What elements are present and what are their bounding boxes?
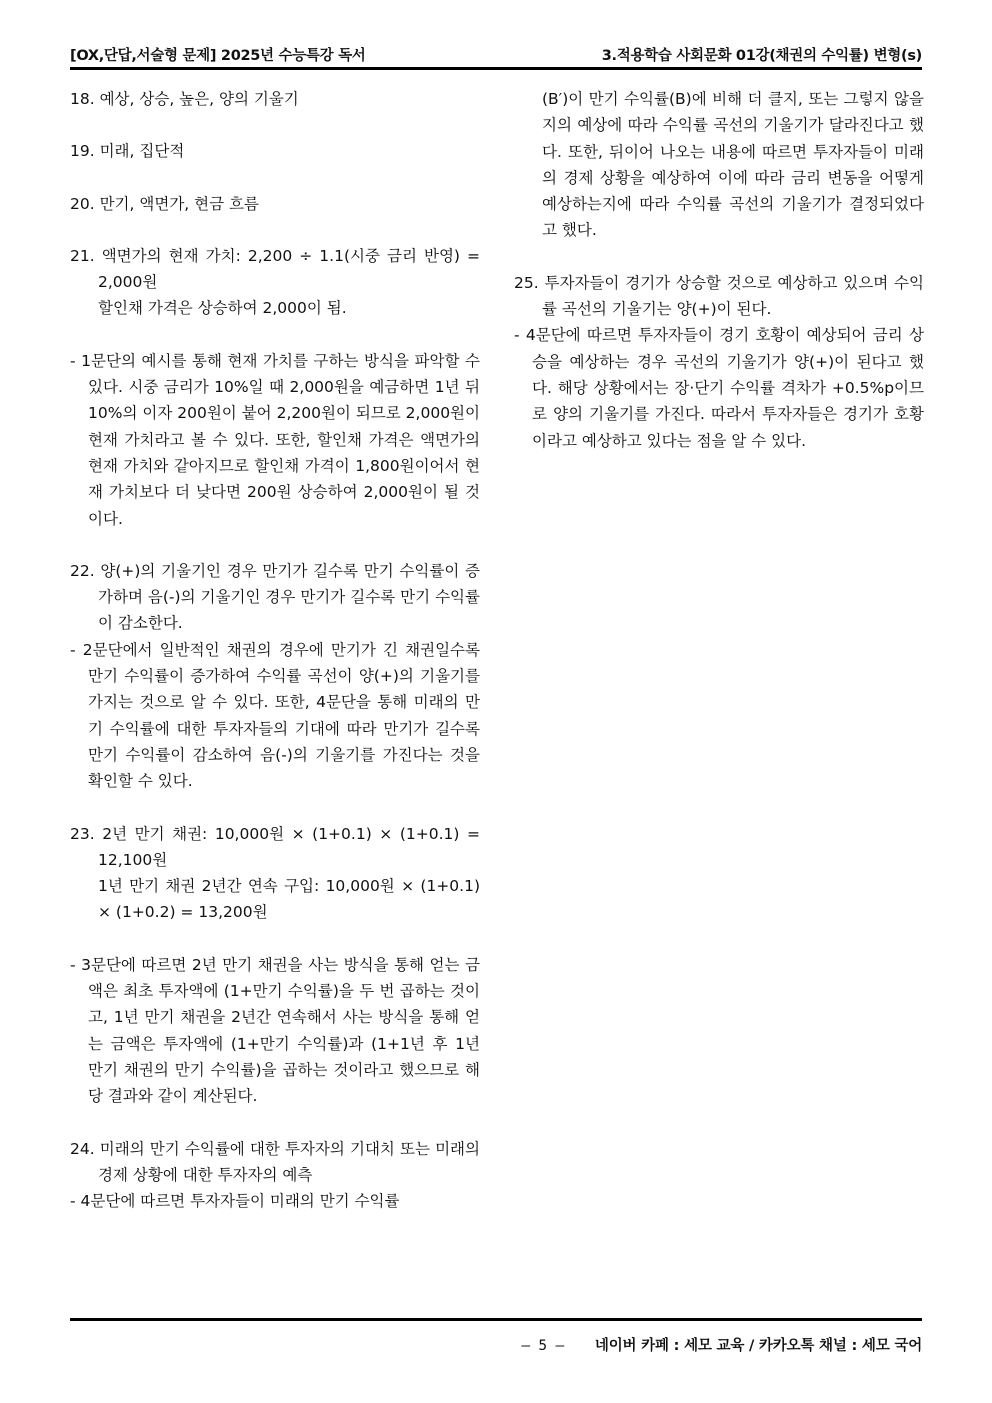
answer-23: 23. 2년 만기 채권: 10,000원 × (1+0.1) × (1+0.1) = 12,100원	[70, 824, 480, 869]
explanation-21: - 1문단의 예시를 통해 현재 가치를 구하는 방식을 파악할 수 있다. 시중 금리가 10%일 때 2,000원을 예금하면 1년 뒤 10%의 이자 200원이 붙어 2,200원이 되므로 2,000원이 현재 가치라고 볼 수 있다. 또한, 할인채 가격은 액면가의 현재 가치와 같아지므로 할인채 가격이 1,800원이어서 현재 가치보다 더 낮다면 200원 상승하여 2,000원이 될 것이다.	[70, 351, 480, 528]
footer-credit: 네이버 카페 : 세모 교육 / 카카오톡 채널 : 세모 국어	[594, 1338, 922, 1354]
header-subtitle: 3.적용학습 사회문화 01강(채권의 수익률) 변형(s)	[601, 48, 922, 64]
header-title: [OX,단답,서술형 문제] 2025년 수능특강 독서	[70, 48, 366, 64]
header-divider	[70, 67, 922, 70]
page-header	[70, 44, 922, 64]
answer-25: 25. 투자자들이 경기가 상승할 것으로 예상하고 있으며 수익률 곡선의 기울기는 양(+)이 된다.	[514, 273, 924, 319]
page-footer	[70, 1334, 922, 1358]
explanation-24-start: - 4문단에 따르면 투자자들이 미래의 만기 수익률	[70, 1192, 400, 1211]
answer-23-second: 1년 만기 채권 2년간 연속 구입: 10,000원 × (1+0.1) × (1+0.2) = 13,200원	[98, 877, 480, 922]
page-number: – 5 –	[521, 1338, 565, 1354]
explanation-23: - 3문단에 따르면 2년 만기 채권을 사는 방식을 통해 얻는 금액은 최초 투자액에 (1+만기 수익률)을 두 번 곱하는 것이고, 1년 만기 채권을 2년간 연속해서 사는 방식을 통해 얻는 금액은 투자액에 (1+만기 수익률)과 (1+1년 후 1년 만기 채권의 만기 수익률)을 곱하는 것이라고 했으므로 해당 결과와 같이 계산된다.	[70, 955, 480, 1106]
right-column	[514, 86, 924, 454]
explanation-24-continued: (B′)이 만기 수익률(B)에 비해 더 클지, 또는 그렇지 않을지의 예상에 따라 수익률 곡선의 기울기가 달라진다고 했다. 또한, 뒤이어 나오는 내용에 따르면 투자자들이 미래의 경제 상황을 예상하여 이에 따라 금리 변동을 어떻게 예상하는지에 따라 수익률 곡선의 기울기가 결정되었다고 했다.	[542, 90, 924, 240]
answer-21: 21. 액면가의 현재 가치: 2,200 ÷ 1.1(시중 금리 반영) = 2,000원	[70, 246, 480, 292]
answer-21-result: 할인채 가격은 상승하여 2,000이 됨.	[98, 299, 347, 318]
footer-divider	[70, 1318, 922, 1321]
explanation-22: - 2문단에서 일반적인 채권의 경우에 만기가 긴 채권일수록 만기 수익률이 증가하여 수익률 곡선이 양(+)의 기울기를 가지는 것으로 알 수 있다. 또한, 4문단을 통해 미래의 만기 수익률에 대한 투자자들의 기대에 따라 만기가 길수록 만기 수익률이 감소하여 음(-)의 기울기를 가진다는 것을 확인할 수 있다.	[70, 640, 480, 791]
answer-20: 20. 만기, 액면가, 현금 흐름	[70, 194, 259, 213]
answer-22: 22. 양(+)의 기울기인 경우 만기가 길수록 만기 수익률이 증가하며 음(-)의 기울기인 경우 만기가 길수록 만기 수익률이 감소한다.	[70, 561, 480, 633]
answer-24: 24. 미래의 만기 수익률에 대한 투자자의 기대치 또는 미래의 경제 상황에 대한 투자자의 예측	[70, 1139, 480, 1184]
answer-18: 18. 예상, 상승, 높은, 양의 기울기	[70, 90, 299, 108]
answer-19: 19. 미래, 집단적	[70, 142, 185, 161]
left-column	[70, 86, 480, 1214]
explanation-25: - 4문단에 따르면 투자자들이 경기 호황이 예상되어 금리 상승을 예상하는 경우 곡선의 기울기가 양(+)이 된다고 했다. 해당 상황에서는 장·단기 수익률 격차가 +0.5%p이므로 양의 기울기를 가진다. 따라서 투자자들은 경기가 호황이라고 예상하고 있다는 점을 알 수 있다.	[514, 326, 924, 450]
